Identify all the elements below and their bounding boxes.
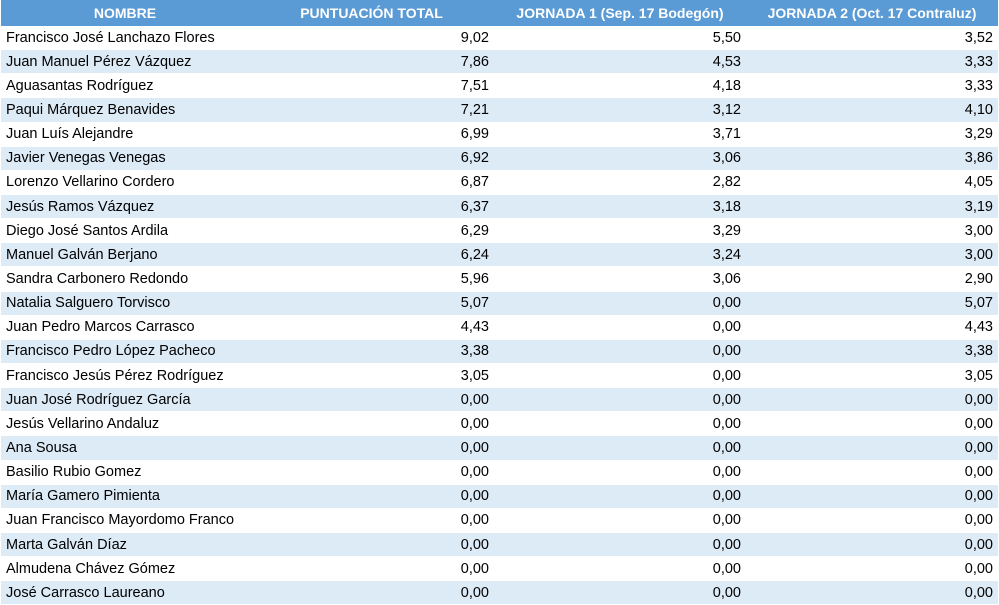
- column-header-name[interactable]: NOMBRE: [1, 0, 249, 26]
- total-score-cell[interactable]: 3,38: [249, 339, 494, 363]
- round-1-score-cell[interactable]: 0,00: [494, 436, 746, 460]
- round-1-score-cell[interactable]: 2,82: [494, 170, 746, 194]
- round-2-score-cell[interactable]: 4,05: [746, 170, 998, 194]
- table-row[interactable]: [1, 243, 998, 267]
- round-2-score-cell[interactable]: 3,19: [746, 194, 998, 218]
- round-1-score-cell[interactable]: 3,29: [494, 219, 746, 243]
- table-row[interactable]: [1, 267, 998, 291]
- header-row: [1, 0, 998, 26]
- table-row[interactable]: [1, 557, 998, 581]
- total-score-cell[interactable]: 0,00: [249, 508, 494, 532]
- round-1-score-cell[interactable]: 5,50: [494, 26, 746, 50]
- table-row[interactable]: [1, 315, 998, 339]
- table-row[interactable]: [1, 122, 998, 146]
- round-2-score-cell[interactable]: 3,38: [746, 339, 998, 363]
- round-2-score-cell[interactable]: 3,86: [746, 146, 998, 170]
- participant-name-cell[interactable]: Juan Luís Alejandre: [1, 122, 249, 146]
- participant-name-cell[interactable]: José Carrasco Laureano: [1, 581, 249, 605]
- total-score-cell[interactable]: 0,00: [249, 557, 494, 581]
- total-score-cell[interactable]: 0,00: [249, 484, 494, 508]
- table-row[interactable]: [1, 484, 998, 508]
- round-2-score-cell[interactable]: 0,00: [746, 388, 998, 412]
- table-row[interactable]: [1, 26, 998, 50]
- total-score-cell[interactable]: 0,00: [249, 460, 494, 484]
- total-score-cell[interactable]: 6,87: [249, 170, 494, 194]
- participant-name-cell[interactable]: Sandra Carbonero Redondo: [1, 267, 249, 291]
- participant-name-cell[interactable]: Juan José Rodríguez García: [1, 388, 249, 412]
- round-1-score-cell[interactable]: 3,12: [494, 98, 746, 122]
- total-score-cell[interactable]: 5,96: [249, 267, 494, 291]
- table-body: [1, 26, 998, 605]
- table-row[interactable]: [1, 98, 998, 122]
- participant-name-cell[interactable]: Manuel Galván Berjano: [1, 243, 249, 267]
- round-2-score-cell[interactable]: 5,07: [746, 291, 998, 315]
- round-2-score-cell[interactable]: 3,29: [746, 122, 998, 146]
- round-1-score-cell[interactable]: 0,00: [494, 388, 746, 412]
- table-row[interactable]: [1, 146, 998, 170]
- table-row[interactable]: [1, 508, 998, 532]
- round-2-score-cell[interactable]: 3,00: [746, 243, 998, 267]
- total-score-cell[interactable]: 4,43: [249, 315, 494, 339]
- participant-name-cell[interactable]: Ana Sousa: [1, 436, 249, 460]
- table-row[interactable]: [1, 460, 998, 484]
- total-score-cell[interactable]: 9,02: [249, 26, 494, 50]
- total-score-cell[interactable]: 0,00: [249, 581, 494, 605]
- table-row[interactable]: [1, 581, 998, 605]
- table-row[interactable]: [1, 532, 998, 556]
- participant-name-cell[interactable]: Almudena Chávez Gómez: [1, 557, 249, 581]
- round-2-score-cell[interactable]: 4,10: [746, 98, 998, 122]
- participant-name-cell[interactable]: Juan Pedro Marcos Carrasco: [1, 315, 249, 339]
- round-1-score-cell[interactable]: 3,24: [494, 243, 746, 267]
- table-row[interactable]: [1, 219, 998, 243]
- total-score-cell[interactable]: 6,92: [249, 146, 494, 170]
- participant-name-cell[interactable]: Juan Manuel Pérez Vázquez: [1, 50, 249, 74]
- round-1-score-cell[interactable]: 4,53: [494, 50, 746, 74]
- round-2-score-cell[interactable]: 0,00: [746, 460, 998, 484]
- round-1-score-cell[interactable]: 0,00: [494, 339, 746, 363]
- round-1-score-cell[interactable]: 0,00: [494, 315, 746, 339]
- round-1-score-cell[interactable]: 3,06: [494, 267, 746, 291]
- total-score-cell[interactable]: 0,00: [249, 388, 494, 412]
- participant-name-cell[interactable]: Lorenzo Vellarino Cordero: [1, 170, 249, 194]
- total-score-cell[interactable]: 7,86: [249, 50, 494, 74]
- round-1-score-cell[interactable]: 0,00: [494, 581, 746, 605]
- column-header-total-score[interactable]: PUNTUACIÓN TOTAL: [249, 0, 494, 26]
- round-2-score-cell[interactable]: 3,52: [746, 26, 998, 50]
- participant-name-cell[interactable]: Juan Francisco Mayordomo Franco: [1, 508, 249, 532]
- total-score-cell[interactable]: 6,24: [249, 243, 494, 267]
- table-row[interactable]: [1, 194, 998, 218]
- round-1-score-cell[interactable]: 0,00: [494, 532, 746, 556]
- total-score-cell[interactable]: 0,00: [249, 532, 494, 556]
- round-1-score-cell[interactable]: 0,00: [494, 508, 746, 532]
- participant-name-cell[interactable]: Aguasantas Rodríguez: [1, 74, 249, 98]
- round-1-score-cell[interactable]: 4,18: [494, 74, 746, 98]
- round-2-score-cell[interactable]: 0,00: [746, 581, 998, 605]
- round-2-score-cell[interactable]: 0,00: [746, 532, 998, 556]
- participant-name-cell[interactable]: Natalia Salguero Torvisco: [1, 291, 249, 315]
- participant-name-cell[interactable]: Jesús Ramos Vázquez: [1, 194, 249, 218]
- participant-name-cell[interactable]: Francisco Jesús Pérez Rodríguez: [1, 363, 249, 387]
- total-score-cell[interactable]: 7,21: [249, 98, 494, 122]
- participant-name-cell[interactable]: Jesús Vellarino Andaluz: [1, 412, 249, 436]
- total-score-cell[interactable]: 5,07: [249, 291, 494, 315]
- total-score-cell[interactable]: 0,00: [249, 412, 494, 436]
- round-2-score-cell[interactable]: 3,33: [746, 74, 998, 98]
- round-2-score-cell[interactable]: 0,00: [746, 412, 998, 436]
- scores-table: [1, 0, 998, 605]
- column-header-round-2[interactable]: JORNADA 2 (Oct. 17 Contraluz): [746, 0, 998, 26]
- participant-name-cell[interactable]: Marta Galván Díaz: [1, 532, 249, 556]
- table-row[interactable]: [1, 412, 998, 436]
- table-row[interactable]: [1, 363, 998, 387]
- participant-name-cell[interactable]: Basilio Rubio Gomez: [1, 460, 249, 484]
- round-1-score-cell[interactable]: 0,00: [494, 291, 746, 315]
- total-score-cell[interactable]: 6,37: [249, 194, 494, 218]
- round-1-score-cell[interactable]: 3,71: [494, 122, 746, 146]
- round-2-score-cell[interactable]: 0,00: [746, 484, 998, 508]
- round-1-score-cell[interactable]: 0,00: [494, 484, 746, 508]
- total-score-cell[interactable]: 0,00: [249, 436, 494, 460]
- round-2-score-cell[interactable]: 0,00: [746, 508, 998, 532]
- round-1-score-cell[interactable]: 0,00: [494, 412, 746, 436]
- round-1-score-cell[interactable]: 3,18: [494, 194, 746, 218]
- table-row[interactable]: [1, 339, 998, 363]
- table-header: [1, 0, 998, 26]
- participant-name-cell[interactable]: María Gamero Pimienta: [1, 484, 249, 508]
- table-row[interactable]: [1, 436, 998, 460]
- participant-name-cell[interactable]: Francisco Pedro López Pacheco: [1, 339, 249, 363]
- round-2-score-cell[interactable]: 3,00: [746, 219, 998, 243]
- round-2-score-cell[interactable]: 4,43: [746, 315, 998, 339]
- total-score-cell[interactable]: 3,05: [249, 363, 494, 387]
- column-header-round-1[interactable]: JORNADA 1 (Sep. 17 Bodegón): [494, 0, 746, 26]
- total-score-cell[interactable]: 7,51: [249, 74, 494, 98]
- round-2-score-cell[interactable]: 0,00: [746, 557, 998, 581]
- round-1-score-cell[interactable]: 0,00: [494, 460, 746, 484]
- round-2-score-cell[interactable]: 3,05: [746, 363, 998, 387]
- participant-name-cell[interactable]: Francisco José Lanchazo Flores: [1, 26, 249, 50]
- table-row[interactable]: [1, 388, 998, 412]
- round-2-score-cell[interactable]: 2,90: [746, 267, 998, 291]
- participant-name-cell[interactable]: Diego José Santos Ardila: [1, 219, 249, 243]
- round-1-score-cell[interactable]: 3,06: [494, 146, 746, 170]
- round-2-score-cell[interactable]: 0,00: [746, 436, 998, 460]
- participant-name-cell[interactable]: Javier Venegas Venegas: [1, 146, 249, 170]
- table-row[interactable]: [1, 74, 998, 98]
- total-score-cell[interactable]: 6,99: [249, 122, 494, 146]
- total-score-cell[interactable]: 6,29: [249, 219, 494, 243]
- round-1-score-cell[interactable]: 0,00: [494, 557, 746, 581]
- table-row[interactable]: [1, 170, 998, 194]
- table-row[interactable]: [1, 50, 998, 74]
- round-2-score-cell[interactable]: 3,33: [746, 50, 998, 74]
- round-1-score-cell[interactable]: 0,00: [494, 363, 746, 387]
- table-row[interactable]: [1, 291, 998, 315]
- participant-name-cell[interactable]: Paqui Márquez Benavides: [1, 98, 249, 122]
